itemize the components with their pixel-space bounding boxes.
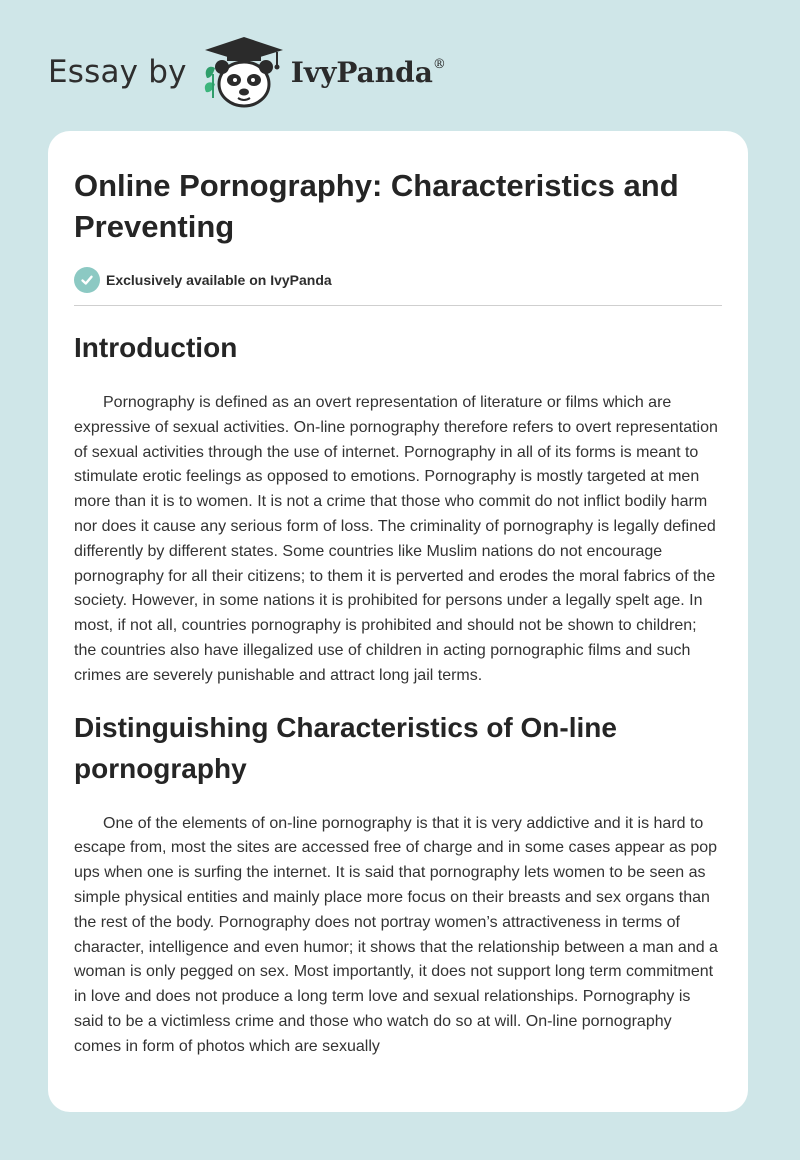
section-paragraph-introduction: Pornography is defined as an overt representation of literature or films which are expressive of sexual activities. On-line pornography therefore refers to overt representation of sexual activities through the use of internet. Pornography in all of its forms is meant to stimulate erotic feelings as opposed to emotions. Pornography is mostly targeted at men more than it is to women. It is not a crime that those who commit do not inflict bodily harm nor does it cause any serious form of loss. The criminality of pornography is legally defined differently by different states. Some countries like Muslim nations do not encourage pornography for all their citizens; to them it is perverted and erodes the moral fabrics of the society. However, in some nations it is prohibited for persons under a legally spelt age. In most, if not all, countries pornography is prohibited and should not be shown to children; the countries also have illegalized use of children in acting pornographic films and such crimes are severely punishable and attract long jail terms. — [74, 394, 718, 684]
page-title: Online Pornography: Characteristics and Preventing — [74, 168, 679, 244]
exclusive-badge — [74, 267, 722, 293]
brand-prefix: Essay by — [48, 54, 187, 90]
divider — [74, 305, 722, 306]
brand-name: IvyPanda® — [290, 55, 446, 89]
exclusive-label: Exclusively available on IvyPanda — [106, 272, 332, 288]
panda-graduate-icon — [201, 34, 287, 110]
brand-header — [48, 34, 446, 110]
section-heading-characteristics: Distinguishing Characteristics of On-line pornography — [74, 711, 617, 784]
section-paragraph-characteristics: One of the elements of on-line pornography is that it is very addictive and it is hard to escape from, most the sites are accessed free of charge and in some cases appear as pop ups when one is surfing the internet. It is said that pornography lets women to be seen as simple physical entities and mainly place more focus on their breasts and sex organs than the rest of the body. Pornography does not portray women’s attractiveness in terms of character, intelligence and even humor; it shows that the relationship between a man and a woman is only pegged on sex. Most importantly, it does not support long term commitment in love and does not produce a long term love and sexual relationships. Pornography is said to be a victimless crime and those who watch do so at will. On-line pornography comes in form of photos which are sexually — [74, 814, 718, 1055]
section-heading-introduction: Introduction — [74, 332, 238, 363]
registered-mark: ® — [432, 56, 446, 72]
essay-card — [48, 131, 748, 1112]
check-icon — [74, 267, 100, 293]
